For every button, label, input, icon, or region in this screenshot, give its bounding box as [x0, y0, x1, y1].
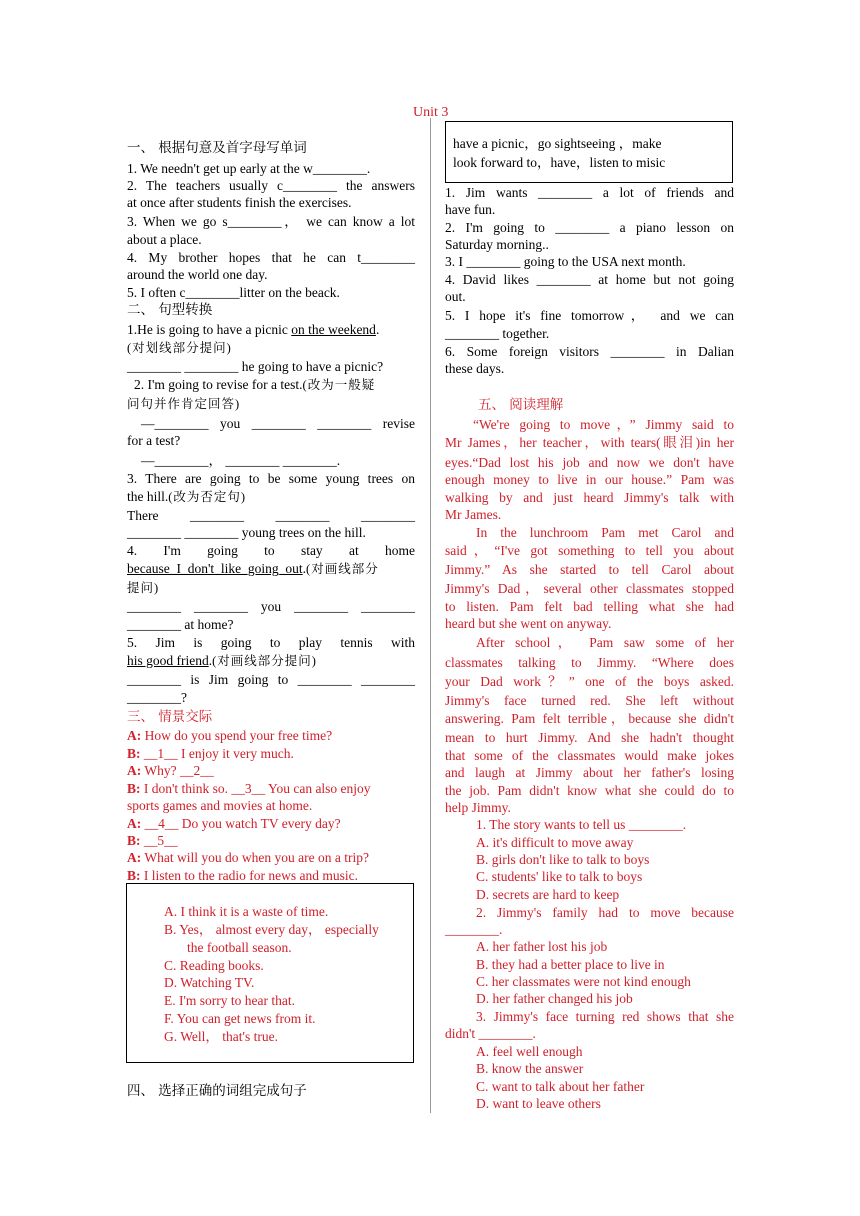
passage-line: Jimmy's Dad，several other classmates stopped [445, 581, 734, 596]
page-title: Unit 3 [413, 105, 449, 120]
dialogue-line: A: How do you spend your free time? [127, 728, 333, 743]
option-item: E. I'm sorry to hear that. [164, 993, 296, 1008]
s2-q4-note: 提问) [127, 581, 160, 595]
dialogue-line: B: I don't think so. __3__ You can also enjoy [127, 781, 371, 796]
passage-line: the job. Pam didn't know what she could do to [445, 783, 734, 798]
s2-q4-answer: ________ ________ you ________ ________ [127, 599, 415, 614]
question-line: ________. [445, 922, 503, 937]
option-line: D. her father changed his job [476, 991, 633, 1006]
option-item: B. Yes， almost every day， especially [164, 922, 379, 937]
passage-line: classmates talking to Jimmy. “Where does [445, 655, 734, 670]
s2-q4: 4. I'm going to stay at home [127, 543, 415, 558]
phrase-line: have a picnic，go sightseeing ，make [453, 136, 662, 151]
passage-line: heard but she went on anyway. [445, 616, 612, 631]
option-line: D. want to leave others [476, 1096, 601, 1111]
dialogue-line: sports games and movies at home. [127, 798, 313, 813]
s1-line: 2. The teachers usually c________ the answers [127, 178, 415, 193]
s1-line: 1. We needn't get up early at the w________. [127, 161, 371, 176]
dialogue-line: A: What will you do when you are on a trip? [127, 850, 369, 865]
s4-line: 4. David likes ________ at home but not going [445, 272, 734, 287]
s1-line: 4. My brother hopes that he can t________ [127, 250, 415, 265]
s4-line: out. [445, 289, 466, 304]
option-line: C. her classmates were not kind enough [476, 974, 691, 989]
passage-line: and laugh at Jimmy about her father's losing [445, 765, 734, 780]
option-line: A. feel well enough [476, 1044, 583, 1059]
s4-line: 1. Jim wants ________ a lot of friends and [445, 185, 734, 200]
passage-line: mean to hurt Jimmy. And she hadn't thought [445, 730, 734, 745]
option-line: C. want to talk about her father [476, 1079, 645, 1094]
passage-line: walking by and just heard Jimmy's talk with [445, 490, 734, 505]
option-item: F. You can get news from it. [164, 1011, 316, 1026]
option-item: A. I think it is a waste of time. [164, 904, 329, 919]
question-line: 2. Jimmy's family had to move because [476, 905, 734, 920]
option-line: D. secrets are hard to keep [476, 887, 620, 902]
s2-q3-answer: ________ ________ young trees on the hill. [127, 525, 366, 540]
s2-q1-note: (对划线部分提问) [127, 341, 232, 355]
option-line: B. know the answer [476, 1061, 584, 1076]
s4-line: 6. Some foreign visitors ________ in Dalian [445, 344, 734, 359]
s1-line: at once after students finish the exercises. [127, 195, 352, 210]
section1-heading: 一、 根据句意及首字母写单词 [127, 140, 307, 156]
dialogue-line: B: I listen to the radio for news and music. [127, 868, 358, 883]
option-line: A. her father lost his job [476, 939, 608, 954]
option-line: A. it's difficult to move away [476, 835, 634, 850]
phrase-line: look forward to，have，listen to misic [453, 155, 666, 170]
option-item: G. Well， that's true. [164, 1029, 278, 1044]
s2-q2-answer: for a test? [127, 433, 181, 448]
passage-line: enough money to live in our house.” Pam was [445, 472, 734, 487]
passage-line: Mr James. [445, 507, 502, 522]
s4-line: Saturday morning.. [445, 237, 549, 252]
passage-line: Jimmy.” As she started to tell Carol about [445, 562, 734, 577]
s4-line: ________ together. [445, 326, 550, 341]
option-item: the football season. [187, 940, 292, 955]
s2-q3-answer: There ________ ________ ________ [127, 508, 415, 523]
s2-q2-answer2: —________， ________ ________. [141, 453, 341, 468]
passage-line: answering. Pam felt terrible，because she didn't [445, 711, 734, 726]
s2-q5-answer: ________? [127, 690, 187, 705]
s2-q2-note: 问句并作肯定回答) [127, 397, 241, 411]
option-line: B. they had a better place to live in [476, 957, 665, 972]
passage-line: help Jimmy. [445, 800, 511, 815]
section4-heading: 四、 选择正确的词组完成句子 [127, 1083, 307, 1099]
option-item: C. Reading books. [164, 958, 264, 973]
s2-q3: 3. There are going to be some young trees on [127, 471, 415, 486]
s4-line: have fun. [445, 202, 496, 217]
option-line: B. girls don't like to talk to boys [476, 852, 650, 867]
s2-q4b: because_I_don't_like_going_out.(对画线部分 [127, 561, 379, 576]
passage-line: Mr James，her teacher，with tears(眼泪)in her [445, 435, 734, 450]
s1-line: about a place. [127, 232, 202, 247]
s4-line: 5. I hope it's fine tomorrow， and we can [445, 308, 734, 323]
passage-line: that some of the classmates would make jokes [445, 748, 734, 763]
passage-line: your Dad work？” one of the boys asked. [445, 674, 734, 689]
option-line: C. students' like to talk to boys [476, 869, 643, 884]
s1-line: around the world one day. [127, 267, 268, 282]
s4-line: 3. I ________ going to the USA next month. [445, 254, 686, 269]
s4-line: 2. I'm going to ________ a piano lesson on [445, 220, 734, 235]
s2-q3b: the hill.(改为否定句) [127, 489, 247, 504]
options-box [126, 883, 414, 1063]
question-line: 3. Jimmy's face turning red shows that she [476, 1009, 734, 1024]
dialogue-line: A: Why? __2__ [127, 763, 214, 778]
dialogue-line: A: __4__ Do you watch TV every day? [127, 816, 341, 831]
dialogue-line: B: __5__ [127, 833, 178, 848]
section2-heading: 二、 句型转换 [127, 302, 213, 318]
section3-heading: 三、 情景交际 [127, 709, 213, 725]
s2-q2: 2. I'm going to revise for a test.(改为一般疑 [134, 377, 376, 392]
s2-q4-answer: ________ at home? [127, 617, 234, 632]
dialogue-line: B: __1__ I enjoy it very much. [127, 746, 294, 761]
s2-q2-answer: —________ you ________ ________ revise [141, 416, 415, 431]
s1-line: 5. I often c________litter on the beack. [127, 285, 340, 300]
question-line: 1. The story wants to tell us ________. [476, 817, 687, 832]
s2-q5: 5. Jim is going to play tennis with [127, 635, 415, 650]
option-item: D. Watching TV. [164, 975, 255, 990]
passage-line: After school， Pam saw some of her [476, 635, 734, 650]
passage-line: In the lunchroom Pam met Carol and [476, 525, 734, 540]
question-line: didn't ________. [445, 1026, 536, 1041]
s4-line: these days. [445, 361, 505, 376]
passage-line: eyes.“Dad lost his job and now we don't have [445, 455, 734, 470]
passage-line: to listen. Pam felt bad telling what she had [445, 599, 734, 614]
s1-line: 3. When we go s________， we can know a lot [127, 214, 415, 229]
passage-line: Jimmy's face turned red. She left without [445, 693, 734, 708]
section5-heading: 五、 阅读理解 [478, 397, 564, 413]
s2-q1: 1.He is going to have a picnic on the weekend. [127, 322, 380, 337]
passage-line: “We're going to move，” Jimmy said to [473, 417, 734, 432]
s2-q5-answer: ________ is Jim going to ________ ________ [127, 672, 415, 687]
phrase-box [445, 121, 733, 183]
s2-q5b: his good friend.(对画线部分提问) [127, 653, 317, 668]
passage-line: said，“I've got something to tell you about [445, 543, 734, 558]
s2-q1-answer: ________ ________ he going to have a picnic? [127, 359, 384, 374]
